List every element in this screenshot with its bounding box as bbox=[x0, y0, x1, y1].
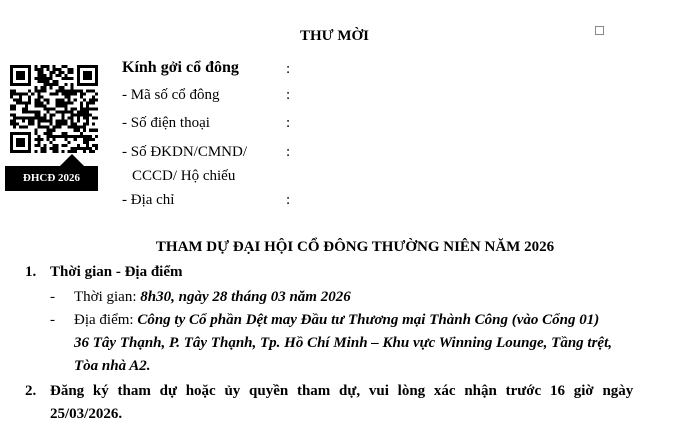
field-address: - Địa chỉ bbox=[122, 192, 175, 208]
recipient-heading: Kính gởi cổ đông bbox=[122, 59, 239, 76]
field-shareholder-code: - Mã số cổ đông bbox=[122, 87, 220, 103]
field-value[interactable]: : bbox=[286, 115, 291, 131]
badge-pointer bbox=[60, 154, 84, 166]
field-value[interactable]: : bbox=[286, 87, 291, 103]
subtitle: THAM DỰ ĐẠI HỘI CỔ ĐÔNG THƯỜNG NIÊN NĂM 2026 bbox=[155, 239, 555, 255]
item-registration-text: Đăng ký tham dự hoặc ủy quyền tham dự, vui lòng xác nhận trước 16 giờ ngày bbox=[50, 383, 634, 399]
place-value: Công ty Cổ phần Dệt may Đầu tư Thương mại Thành Công (vào Cổng 01) bbox=[137, 312, 600, 328]
place-line bbox=[74, 311, 599, 329]
item-title: Thời gian - Địa điểm bbox=[50, 264, 183, 280]
item-registration-date: 25/03/2026. bbox=[50, 406, 123, 422]
place-line-2: 36 Tây Thạnh, P. Tây Thạnh, Tp. Hồ Chí Minh – Khu vực Winning Lounge, Tầng trệt, bbox=[74, 335, 612, 351]
item-number: 1. bbox=[25, 264, 37, 280]
item-number: 2. bbox=[25, 383, 37, 399]
bullet-dash: - bbox=[50, 312, 55, 328]
place-line-3: Tòa nhà A2. bbox=[74, 358, 151, 374]
time-line bbox=[74, 288, 351, 306]
colon: : bbox=[286, 61, 291, 77]
field-phone: - Số điện thoại bbox=[122, 115, 210, 131]
place-label: Địa điểm: bbox=[74, 312, 138, 328]
time-value: 8h30, ngày 28 tháng 03 năm 2026 bbox=[140, 289, 351, 305]
field-id-number-line2: CCCD/ Hộ chiếu bbox=[132, 168, 236, 184]
time-label: Thời gian: bbox=[74, 289, 141, 305]
page-title: THƯ MỜI bbox=[299, 28, 370, 44]
qr-badge: ĐHCĐ 2026 bbox=[5, 166, 98, 191]
field-value[interactable]: : bbox=[286, 192, 291, 208]
bullet-dash: - bbox=[50, 289, 55, 305]
field-value[interactable]: : bbox=[286, 144, 291, 160]
qr-code bbox=[10, 65, 98, 153]
field-id-number: - Số ĐKDN/CMND/ bbox=[122, 144, 248, 160]
